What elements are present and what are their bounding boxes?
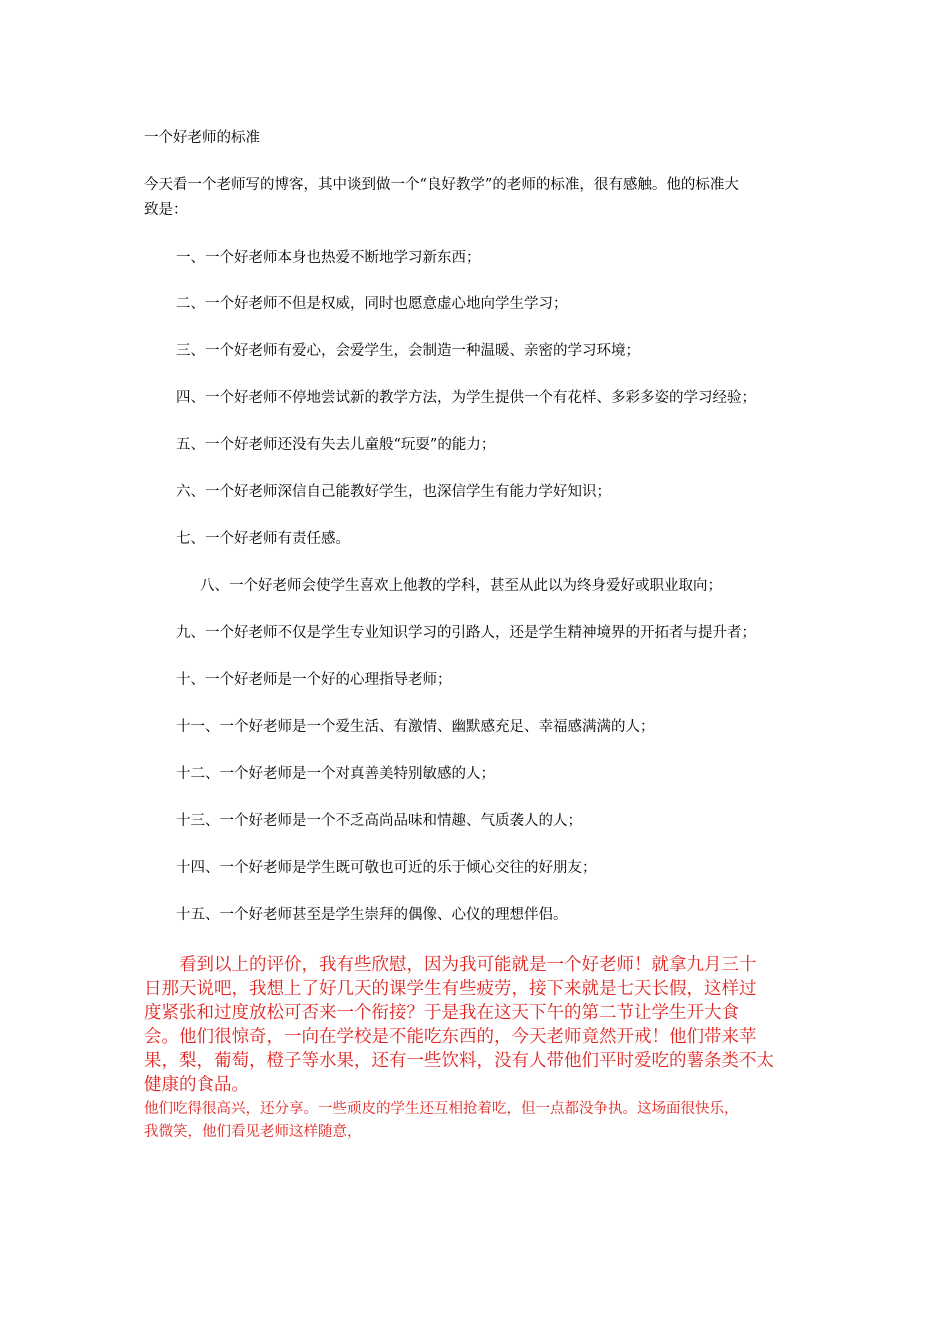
list-item: 五、一个好老师还没有失去儿童般“玩耍”的能力； [176,437,496,453]
intro-line-1: 今天看一个老师写的博客，其中谈到做一个“良好教学”的老师的标准，很有感触。他的标准大 [144,177,739,193]
red-paragraph-line: 日那天说吧，我想上了好几天的课学生有些疲劳，接下来就是七天长假，这样过 [144,979,757,999]
list-item: 十二、一个好老师是一个对真善美特别敏感的人； [176,766,495,782]
list-item: 四、一个好老师不停地尝试新的教学方法，为学生提供一个有花样、多彩多姿的学习经验； [176,390,756,406]
red-paragraph-line: 看到以上的评价，我有些欣慰，因为我可能就是一个好老师！就拿九月三十 [144,955,757,975]
list-item: 十、一个好老师是一个好的心理指导老师； [176,672,452,688]
list-item: 八、一个好老师会使学生喜欢上他教的学科，甚至从此以为终身爱好或职业取向； [200,578,722,594]
red-note-line: 他们吃得很高兴，还分享。一些顽皮的学生还互相抢着吃，但一点都没争执。这场面很快乐， [144,1101,739,1117]
red-paragraph-line: 会。他们很惊奇，一向在学校是不能吃东西的，今天老师竟然开戒！他们带来苹 [144,1027,757,1047]
list-item: 十五、一个好老师甚至是学生崇拜的偶像、心仪的理想伴侣。 [176,907,568,923]
document-title: 一个好老师的标准 [144,130,260,146]
list-item: 十三、一个好老师是一个不乏高尚品味和情趣、气质袭人的人； [176,813,582,829]
red-note-line: 我微笑，他们看见老师这样随意， [144,1124,362,1140]
list-item: 一、一个好老师本身也热爱不断地学习新东西； [176,250,481,266]
list-item: 十一、一个好老师是一个爱生活、有激情、幽默感充足、幸福感满满的人； [176,719,655,735]
red-paragraph-line: 度紧张和过度放松可否来一个衔接？于是我在这天下午的第二节让学生开大食 [144,1003,739,1023]
list-item: 六、一个好老师深信自己能教好学生，也深信学生有能力学好知识； [176,484,611,500]
red-paragraph-line: 健康的食品。 [144,1075,249,1095]
list-item: 七、一个好老师有责任感。 [176,531,350,547]
red-paragraph-line: 果，梨，葡萄，橙子等水果，还有一些饮料，没有人带他们平时爱吃的薯条类不太 [144,1051,774,1071]
list-item: 二、一个好老师不但是权威，同时也愿意虚心地向学生学习； [176,296,568,312]
list-item: 九、一个好老师不仅是学生专业知识学习的引路人，还是学生精神境界的开拓者与提升者； [176,625,756,641]
list-item: 三、一个好老师有爱心，会爱学生，会制造一种温暖、亲密的学习环境； [176,343,640,359]
list-item: 十四、一个好老师是学生既可敬也可近的乐于倾心交往的好朋友； [176,860,597,876]
intro-line-2: 致是： [144,202,188,218]
